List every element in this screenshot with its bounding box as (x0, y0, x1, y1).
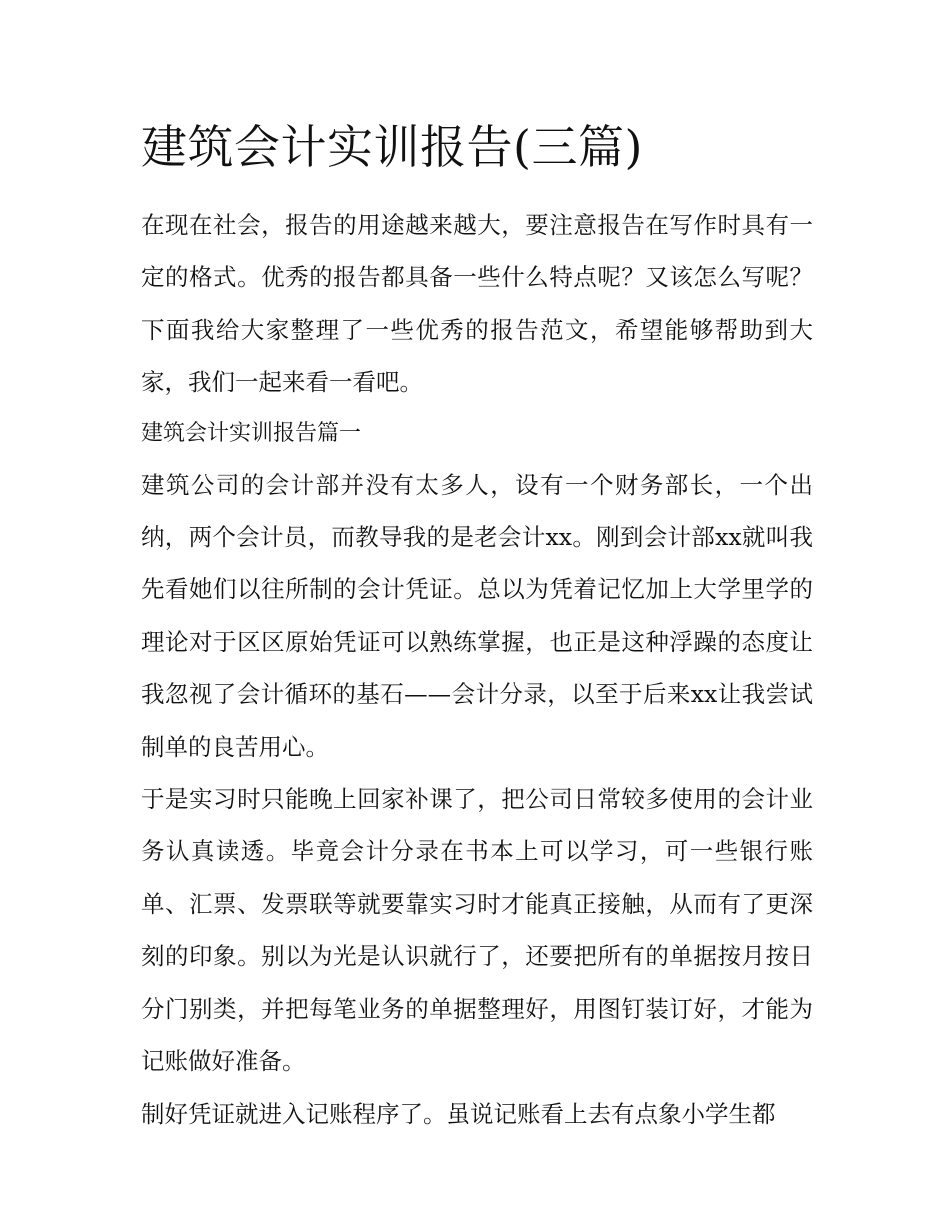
body-paragraph-2: 于是实习时只能晚上回家补课了，把公司日常较多使用的会计业务认真读透。毕竟会计分录在书本上可以学习，可一些银行账单、汇票、发票联等就要靠实习时才能真正接触，从而有了更深刻的印象。别以为光是认识就行了，还要把所有的单据按月按日分门别类，并把每笔业务的单据整理好，用图钉装订好，才能为记账做好准备。 (141, 785, 813, 1076)
body-paragraph-1: 建筑公司的会计部并没有太多人，设有一个财务部长，一个出纳，两个会计员，而教导我的是老会计xx。刚到会计部xx就叫我先看她们以往所制的会计凭证。总以为凭着记忆加上大学里学的理论对于区区原始凭证可以熟练掌握，也正是这种浮躁的态度让我忽视了会计循环的基石——会计分录，以至于后来xx让我尝试制单的良苦用心。 (141, 470, 813, 761)
document-title: 建筑会计实训报告(三篇) (141, 120, 643, 174)
section-heading: 建筑会计实训报告篇一 (141, 420, 362, 446)
body-paragraph-3: 制好凭证就进入记账程序了。虽说记账看上去有点象小学生都 (141, 1099, 776, 1128)
intro-paragraph: 在现在社会，报告的用途越来越大，要注意报告在写作时具有一定的格式。优秀的报告都具备一些什么特点呢？又该怎么写呢？下面我给大家整理了一些优秀的报告范文，希望能够帮助到大家，我们一起来看一看吧。 (141, 211, 813, 397)
document-page (141, 112, 813, 1140)
